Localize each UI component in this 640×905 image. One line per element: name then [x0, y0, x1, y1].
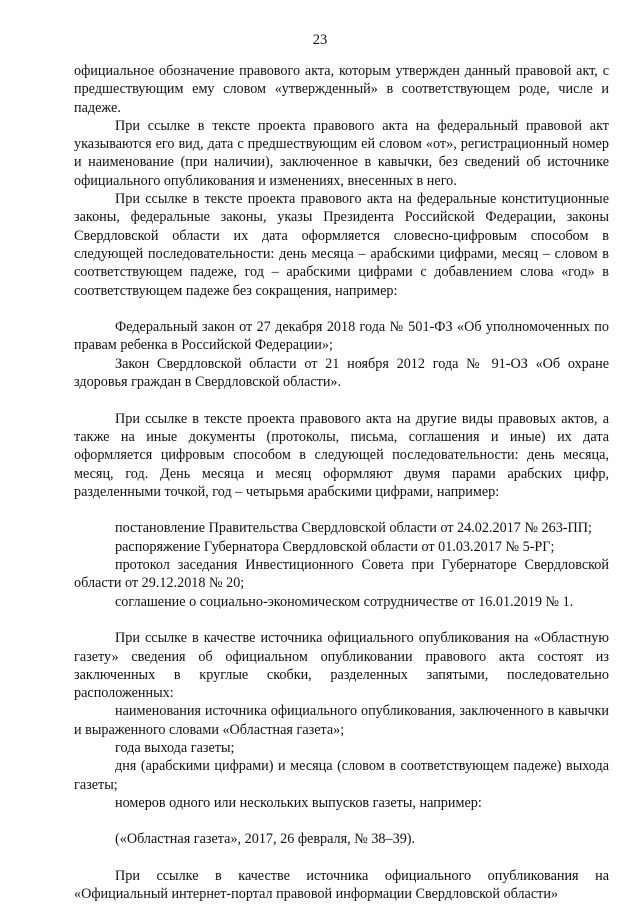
- paragraph: При ссылке в качестве источника официального опубликования на «Официальный интернет-портал правовой информации Свердловской области»: [74, 868, 609, 903]
- example-item: соглашение о социально-экономическом сотрудничестве от 16.01.2019 № 1.: [115, 593, 574, 610]
- paragraph: официальное обозначение правового акта, которым утвержден данный правовой акт, с предшествующим ему словом «утвержденный» в соответствующем роде, числе и падеже.: [74, 63, 609, 116]
- paragraph: При ссылке в тексте проекта правового акта на другие виды правовых актов, а также на иные документы (протоколы, письма, соглашения и иные) их дата оформляется цифровым способом в следующей последовательности: день месяца, месяц, год. День месяца и месяц оформляют двумя парами арабских цифр, разделенными точкой, год – четырьмя арабскими цифрами, например:: [74, 410, 609, 500]
- example-item: протокол заседания Инвестиционного Совета при Губернаторе Свердловской области от 29.12.2018 № 20;: [74, 557, 609, 592]
- example-item: Федеральный закон от 27 декабря 2018 года № 501-ФЗ «Об уполномоченных по правам ребенка в Российской Федерации»;: [74, 319, 609, 354]
- page-number: 23: [312, 32, 328, 48]
- example-item: («Областная газета», 2017, 26 февраля, № 38–39).: [115, 831, 416, 848]
- paragraph: При ссылке в тексте проекта правового акта на федеральный правовой акт указываются его вид, дата с предшествующим ей словом «от», регистрационный номер и наименование (при наличии), заключенное в кавычки, без сведений об источнике официального опубликования и изменениях, внесенных в него.: [74, 117, 609, 189]
- document-body: [74, 62, 609, 904]
- list-item: наименования источника официального опубликования, заключенного в кавычки и выраженного словами «Областная газета»;: [74, 703, 609, 738]
- paragraph: При ссылке в качестве источника официального опубликования на «Областную газету» сведения об официальном опубликовании правового акта состоят из заключенных в круглые скобки, разделенных запятыми, последовательно расположенных:: [74, 630, 609, 702]
- paragraph: При ссылке в тексте проекта правового акта на федеральные конституционные законы, федеральные законы, указы Президента Российской Федерации, законы Свердловской области их дата оформляется словесно-цифровым способом в следующей последовательности: день месяца – арабскими цифрами, месяц – словом в соответствующем падеже, год – арабскими цифрами с добавлением слова «год» в соответствующем падеже без сокращения, например:: [74, 191, 609, 299]
- example-item: постановление Правительства Свердловской области от 24.02.2017 № 263-ПП;: [115, 520, 592, 537]
- example-item: Закон Свердловской области от 21 ноября 2012 года № 91-ОЗ «Об охране здоровья граждан в Свердловской области».: [74, 355, 609, 391]
- list-item: года выхода газеты;: [115, 739, 235, 756]
- example-item: распоряжение Губернатора Свердловской области от 01.03.2017 № 5-РГ;: [115, 538, 555, 555]
- list-item: дня (арабскими цифрами) и месяца (словом в соответствующем падеже) выхода газеты;: [74, 758, 609, 793]
- list-item: номеров одного или нескольких выпусков газеты, например:: [115, 794, 482, 811]
